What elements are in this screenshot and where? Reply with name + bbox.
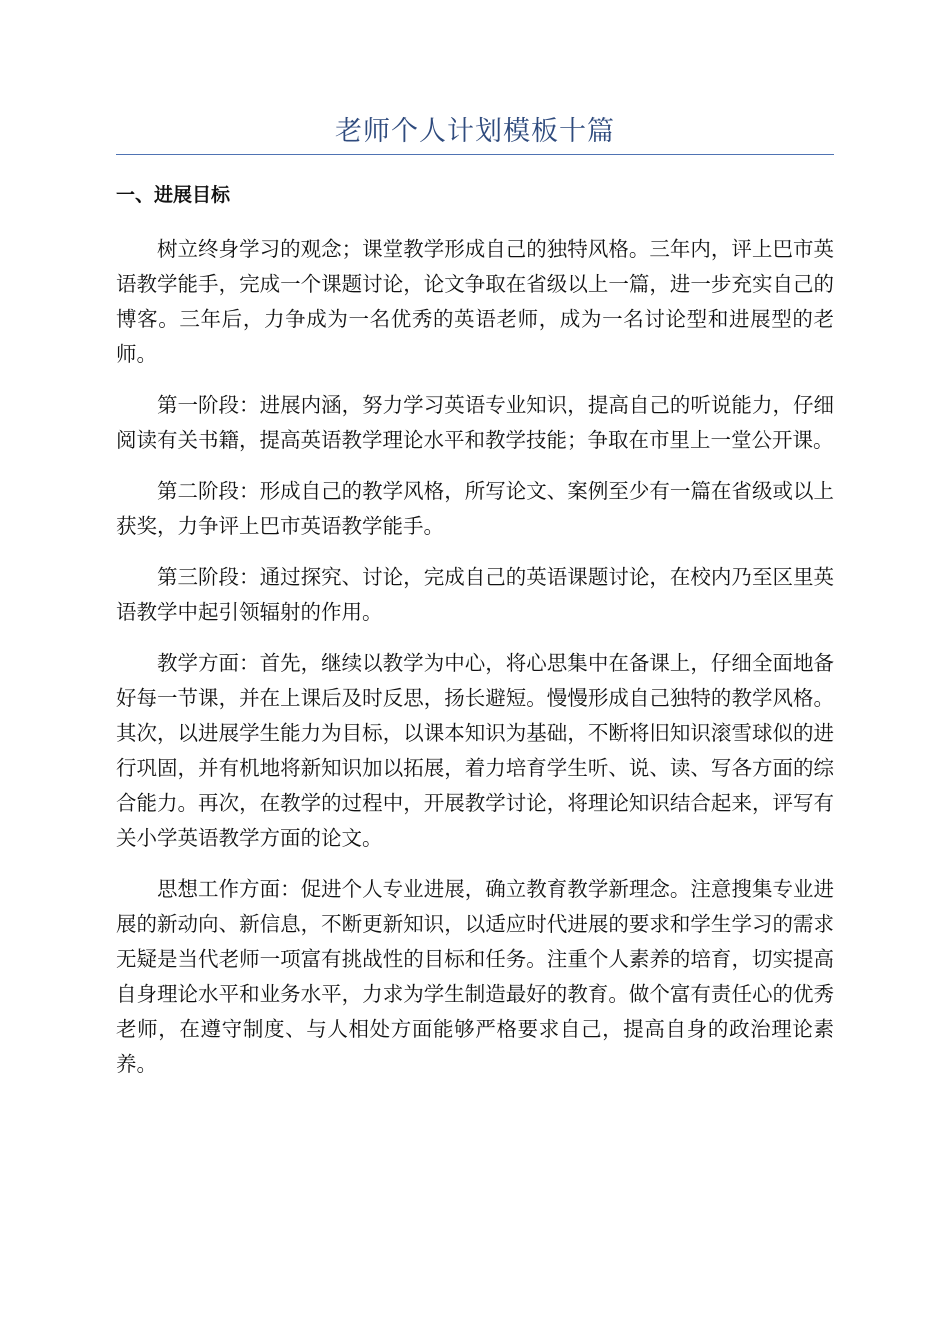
paragraph: 树立终身学习的观念；课堂教学形成自己的独特风格。三年内，评上巴市英语教学能手，完成一个课题讨论，论文争取在省级以上一篇，进一步充实自己的博客。三年后，力争成为一名优秀的英语老师，成为一名讨论型和进展型的老师。 <box>116 237 834 366</box>
paragraph: 第三阶段：通过探究、讨论，完成自己的英语课题讨论，在校内乃至区里英语教学中起引领辐射的作用。 <box>116 565 834 624</box>
section-heading: 一、进展目标 <box>116 184 231 206</box>
paragraph: 教学方面：首先，继续以教学为中心，将心思集中在备课上，仔细全面地备好每一节课，并在上课后及时反思，扬长避短。慢慢形成自己独特的教学风格。其次，以进展学生能力为目标，以课本知识为基础，不断将旧知识滚雪球似的进行巩固，并有机地将新知识加以拓展，着力培育学生听、说、读、写各方面的综合能力。再次，在教学的过程中，开展教学讨论，将理论知识结合起来，评写有关小学英语教学方面的论文。 <box>116 651 834 850</box>
paragraph: 第二阶段：形成自己的教学风格，所写论文、案例至少有一篇在省级或以上获奖，力争评上巴市英语教学能手。 <box>116 479 834 538</box>
title-underline <box>116 154 834 155</box>
paragraph: 第一阶段：进展内涵，努力学习英语专业知识，提高自己的听说能力，仔细阅读有关书籍，提高英语教学理论水平和教学技能；争取在市里上一堂公开课。 <box>116 393 834 452</box>
paragraph: 思想工作方面：促进个人专业进展，确立教育教学新理念。注意搜集专业进展的新动向、新信息，不断更新知识，以适应时代进展的要求和学生学习的需求无疑是当代老师一项富有挑战性的目标和任务。注重个人素养的培育，切实提高自身理论水平和业务水平，力求为学生制造最好的教育。做个富有责任心的优秀老师，在遵守制度、与人相处方面能够严格要求自己，提高自身的政治理论素养。 <box>116 877 834 1076</box>
body-text <box>116 232 834 1098</box>
document-title: 老师个人计划模板十篇 <box>335 116 615 147</box>
